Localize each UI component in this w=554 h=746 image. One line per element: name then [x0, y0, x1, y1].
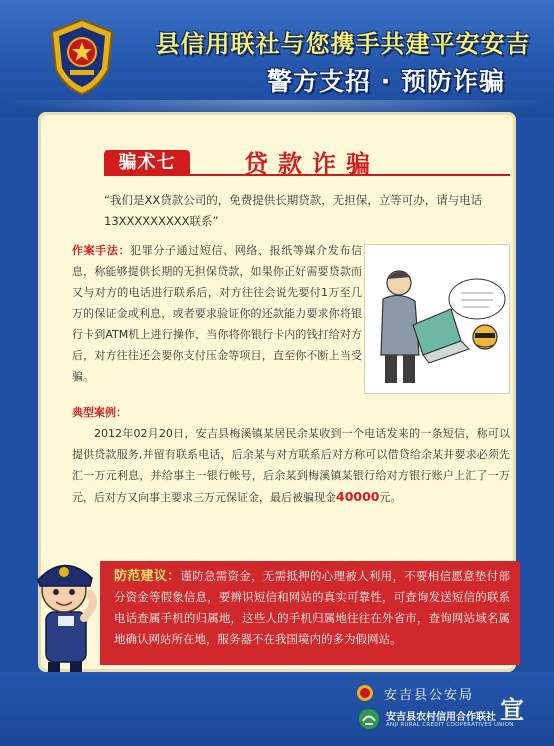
- scam-quote: “我们是XX贷款公司的，免费提供长期贷款，无担保，立等可办，请与电话13XXXXXXXXX联系”: [104, 193, 483, 228]
- police-badge-icon: [356, 684, 374, 702]
- credit-union-logo-icon: [358, 708, 380, 730]
- method-label: 作案手法：: [72, 244, 131, 257]
- case-amount: 40000: [336, 489, 380, 504]
- case-label: 典型案例：: [72, 406, 127, 419]
- case-text: 2012年02月20日，安吉县梅溪镇某居民余某收到一个电话发来的一条短信，称可以提供贷款服务,并留有联系电话，后余某与对方联系后对方称可以借贷给余某并要求必须先汇一万元利息，并给事主一银行帐号，后余某到梅溪镇某银行给对方银行账户上汇了一万元，后对方又向事主要求三万元保证金，最后被骗现金: [72, 427, 510, 504]
- case-unit: 元。: [379, 491, 402, 504]
- advice-box: [100, 561, 520, 665]
- credit-union-english-name: ANJI RURAL CREDIT COOPERATIVES UNION: [386, 722, 514, 728]
- trick-number-tag: 骗术七: [104, 150, 190, 176]
- credit-union-name: 安吉县农村信用合作联社: [386, 712, 496, 723]
- headline: 县信用联社与您携手共建平安安吉: [155, 30, 531, 58]
- police-emblem-icon: [48, 18, 116, 96]
- scam-illustration: [364, 244, 510, 394]
- method-text: 犯罪分子通过短信、网络、报纸等媒介发布信息，称能够提供长期的无担保贷款，如果你正好需要贷款而又与对方的电话进行联系后，对方往往会说先要付1万至几万的保证金或利息，或者要求验证你的还款能力要求你将银行卡到ATM机上进行操作，当你将你银行卡内的钱打给对方后，对方往往还会要你支付压金等项目，直至你不断上当受骗。: [72, 244, 362, 383]
- police-mascot-icon: [18, 546, 108, 678]
- trick-title-row: [104, 144, 514, 180]
- case-section: [72, 402, 510, 508]
- police-bureau-name: 安吉县公安局: [384, 688, 475, 703]
- advice-label: 防范建议：: [114, 569, 181, 584]
- advice-text: 谨防急需资金，无需抵押的心理被人利用，不要相信愿意垫付部分资金等假象信息，要辨识短信和网站的真实可靠性，可查询发送短信的联系电话查属手机的归属地，这些人的手机归属地往往在外省市，查询网站域名属地确认网站所在地，服务器不在我国境内的多为假网站。: [114, 569, 510, 646]
- trick-title: 贷款诈骗: [244, 150, 380, 178]
- method-section: [72, 240, 362, 387]
- publicity-stamp: 宣: [500, 696, 524, 724]
- subheadline: 警方支招 · 预防诈骗: [267, 67, 505, 96]
